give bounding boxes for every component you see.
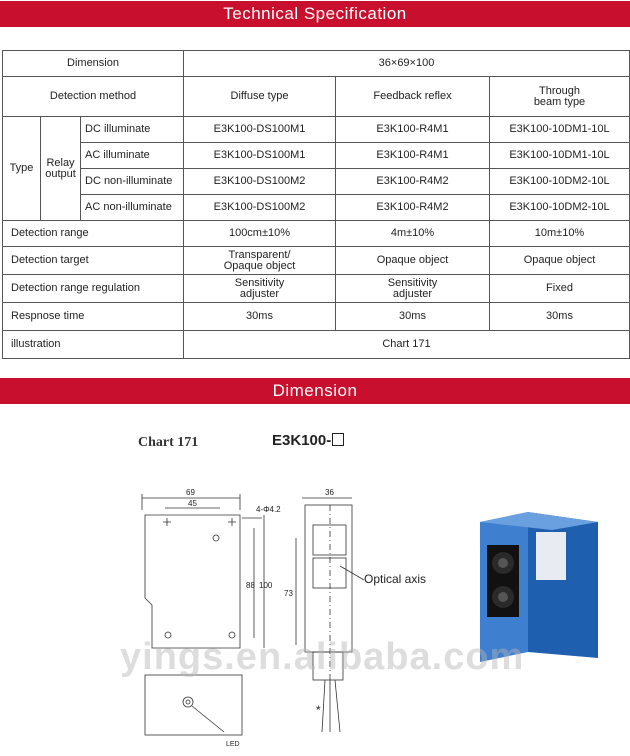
regulation-diffuse: Sensitivity adjuster (184, 275, 336, 303)
table-row (3, 275, 630, 303)
model-label: E3K100- (272, 432, 344, 449)
led-label: LED (226, 741, 240, 748)
mode-cell: AC non-illuminate (81, 195, 184, 221)
feedback-cell: E3K100-R4M1 (336, 143, 490, 169)
range-diffuse: 100cm±10% (184, 221, 336, 247)
illustration-label: illustration (3, 331, 184, 359)
dimension-drawing (0, 470, 630, 756)
target-feedback: Opaque object (336, 247, 490, 275)
mode-cell: DC non-illuminate (81, 169, 184, 195)
feedback-cell: E3K100-R4M2 (336, 169, 490, 195)
dimension-value: 36×69×100 (184, 51, 630, 77)
regulation-through: Fixed (490, 275, 630, 303)
spec-section-title: Technical Specification (0, 1, 630, 27)
table-row (3, 331, 630, 359)
dim-36: 36 (325, 488, 334, 497)
table-row (3, 169, 630, 195)
detection-method-label: Detection method (3, 77, 184, 117)
range-through: 10m±10% (490, 221, 630, 247)
table-row (3, 195, 630, 221)
star-mark: * (316, 703, 321, 717)
optical-axis-label: Optical axis (364, 572, 427, 586)
feedback-cell: E3K100-R4M2 (336, 195, 490, 221)
range-feedback: 4m±10% (336, 221, 490, 247)
diffuse-cell: E3K100-DS100M1 (184, 117, 336, 143)
header-through: Through beam type (490, 77, 630, 117)
bottom-view (145, 675, 242, 735)
response-label: Respnose time (3, 303, 184, 331)
dimension-label: Dimension (3, 51, 184, 77)
chart-label: Chart 171 (138, 435, 199, 450)
feedback-cell: E3K100-R4M1 (336, 117, 490, 143)
dim-88: 88 (246, 581, 255, 590)
header-feedback: Feedback reflex (336, 77, 490, 117)
response-feedback: 30ms (336, 303, 490, 331)
range-label: Detection range (3, 221, 184, 247)
front-view (142, 494, 264, 648)
regulation-label: Detection range regulation (3, 275, 184, 303)
table-row (3, 143, 630, 169)
dim-100: 100 (259, 581, 273, 590)
table-row (3, 51, 630, 77)
diffuse-cell: E3K100-DS100M2 (184, 195, 336, 221)
header-diffuse: Diffuse type (184, 77, 336, 117)
type-label: Type (3, 117, 41, 221)
target-diffuse: Transparent/ Opaque object (184, 247, 336, 275)
through-cell: E3K100-10DM1-10L (490, 117, 630, 143)
through-cell: E3K100-10DM1-10L (490, 143, 630, 169)
target-through: Opaque object (490, 247, 630, 275)
dimension-section-title: Dimension (0, 378, 630, 404)
target-label: Detection target (3, 247, 184, 275)
mode-cell: DC illuminate (81, 117, 184, 143)
regulation-feedback: Sensitivity adjuster (336, 275, 490, 303)
table-row (3, 247, 630, 275)
spec-table (2, 50, 630, 359)
watermark: yings.en.alibaba.com (120, 636, 525, 678)
side-view (296, 498, 364, 732)
mode-cell: AC illuminate (81, 143, 184, 169)
response-diffuse: 30ms (184, 303, 336, 331)
table-row (3, 77, 630, 117)
dim-45: 45 (188, 499, 197, 508)
table-row (3, 117, 630, 143)
placeholder-box-icon (332, 433, 344, 446)
table-row (3, 221, 630, 247)
dim-73: 73 (284, 589, 293, 598)
through-cell: E3K100-10DM2-10L (490, 195, 630, 221)
through-cell: E3K100-10DM2-10L (490, 169, 630, 195)
hole-label: 4-Φ4.2 (256, 505, 281, 514)
diffuse-cell: E3K100-DS100M2 (184, 169, 336, 195)
dim-69: 69 (186, 488, 195, 497)
table-row (3, 303, 630, 331)
diffuse-cell: E3K100-DS100M1 (184, 143, 336, 169)
illustration-value: Chart 171 (184, 331, 630, 359)
relay-output-label: Relay output (41, 117, 81, 221)
response-through: 30ms (490, 303, 630, 331)
